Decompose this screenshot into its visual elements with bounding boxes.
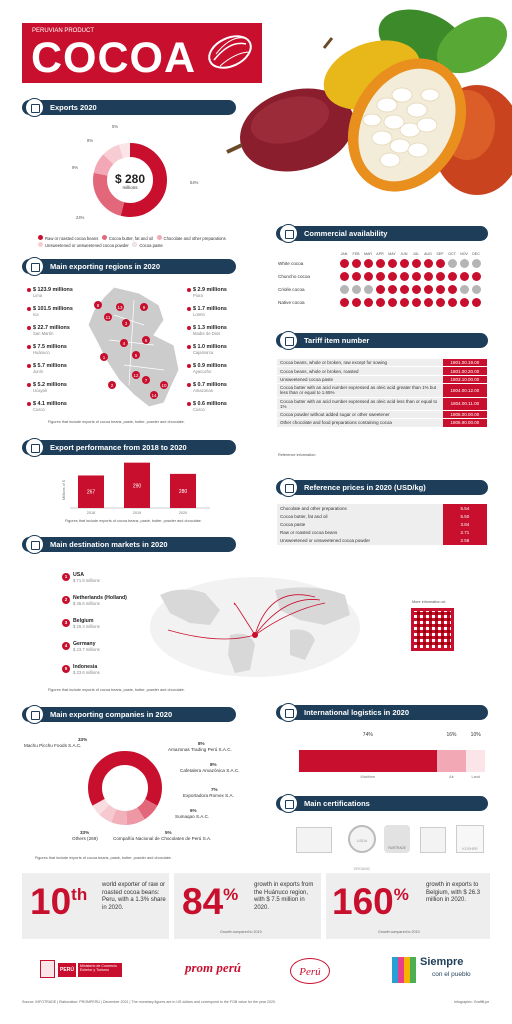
tariff-code: 1806.90.00.00 (443, 419, 487, 427)
destination-item (62, 618, 152, 641)
map-marker (132, 371, 140, 379)
price-tag-icon (279, 478, 298, 497)
rank-badge: 2 (62, 596, 70, 604)
map-marker (140, 303, 148, 311)
price-value: 5.50 (443, 512, 487, 520)
unavailable-dot (472, 285, 481, 294)
regions-right-list (187, 287, 262, 420)
logistics-segment (299, 750, 437, 772)
available-dot (352, 259, 361, 268)
month-header: JUN (400, 251, 408, 256)
calendar-icon (279, 224, 298, 243)
svg-text:10: 10 (161, 382, 167, 388)
region-name: Cajamarca (193, 350, 214, 355)
month-header: MAY (388, 251, 396, 256)
exports-section-header (22, 100, 236, 115)
destination-item (62, 664, 152, 687)
available-dot (376, 285, 385, 294)
month-header: SEP (436, 251, 444, 256)
unavailable-dot (364, 285, 373, 294)
product-name: White cocoa (278, 261, 304, 266)
region-item (187, 382, 262, 401)
tariff-code: 1801.00.19.00 (443, 359, 487, 367)
siempre-logo: Siempre con el pueblo (392, 955, 492, 987)
availability-row (278, 283, 482, 296)
destination-item (62, 641, 152, 664)
region-name: Huánuco (33, 350, 50, 355)
available-dot (352, 272, 361, 281)
price-row (277, 512, 487, 520)
available-dot (400, 298, 409, 307)
available-dot (376, 259, 385, 268)
company-label: 6% Sumaqao S.A.C. (175, 808, 210, 819)
badge-icon (279, 794, 298, 813)
certification-logos (296, 825, 486, 871)
map-marker (150, 391, 158, 399)
available-dot (412, 272, 421, 281)
tariff-code: 1804.00.11.00 (443, 397, 487, 410)
region-value: $ 0.7 millions (193, 382, 227, 388)
svg-text:2: 2 (110, 382, 114, 388)
section-title: Exports 2020 (50, 103, 97, 112)
company-label: 8% Amazonas Trading Perú S.A.C. (168, 741, 232, 752)
more-info-text: More information at: (412, 600, 446, 604)
available-dot (412, 298, 421, 307)
stat-number: 160 (332, 881, 394, 922)
svg-text:1: 1 (102, 354, 106, 360)
header-kicker: PERUVIAN PRODUCT (32, 28, 95, 34)
kosher-logo: KOSHER (456, 825, 484, 853)
stat-suffix: % (223, 885, 239, 904)
available-dot (340, 259, 349, 268)
product-name: Criolle cocoa (278, 287, 305, 292)
destination-name: Germany (73, 641, 96, 647)
unavailable-dot (460, 285, 469, 294)
logistics-label: Maritime (360, 775, 376, 779)
destination-name: Belgium (73, 618, 94, 624)
available-dot (424, 272, 433, 281)
truck-icon (279, 703, 298, 722)
availability-row (278, 296, 482, 309)
bar-value-label: 290 (132, 483, 142, 490)
fairtrade-logo: FAIRTRADE (384, 825, 410, 853)
x-tick-label: 2019 (132, 511, 142, 515)
available-dot (424, 259, 433, 268)
logistics-pct: 74% (362, 732, 373, 738)
tariff-row (277, 359, 487, 367)
destination-name: Indonesia (73, 664, 98, 670)
tariff-code: 1801.00.20.00 (443, 367, 487, 375)
legend-item: Raw or roasted cocoa beans (38, 236, 98, 241)
prices-table (277, 504, 487, 545)
available-dot (412, 285, 421, 294)
destinations-note: Figures that include exports of cocoa beans, paste, butter, powder and chocolate. (48, 688, 185, 692)
stat-text: growth in exports to Belgium, with $ 26.3 million in 2020. (426, 882, 481, 903)
building-icon (25, 705, 44, 724)
available-dot (448, 298, 457, 307)
destination-value: $ 45.6 millions (73, 601, 100, 606)
region-value: $ 5.7 millions (33, 363, 67, 369)
tariff-row (277, 419, 487, 427)
stat-text: growth in exports from the Huánuco region, with $ 7.5 million in 2020. (254, 882, 314, 911)
stat-card (326, 873, 490, 939)
stat-card (174, 873, 321, 939)
region-item (187, 363, 262, 382)
logistics-label: Air (449, 775, 454, 779)
legend-item: Chocolate and other preparations (157, 236, 226, 241)
tariff-description: Cocoa beans, whole or broken, raw except for sowing (277, 359, 443, 367)
cocoa-pods-illustration (222, 0, 512, 215)
region-item (187, 344, 262, 363)
stat-suffix: % (393, 885, 409, 904)
globalgap-logo (420, 827, 446, 853)
map-marker (120, 339, 128, 347)
price-description: Raw or roasted cocoa beans (277, 529, 443, 537)
available-dot (412, 259, 421, 268)
month-header: FEB (352, 251, 360, 256)
svg-text:5: 5 (134, 352, 138, 358)
destination-value: $ 26.3 millions (73, 624, 100, 629)
destination-value: $ 23.6 millions (73, 670, 100, 675)
unavailable-dot (340, 285, 349, 294)
company-label: 5% Compañía Nacional de Chocolates de Perú S.A. (113, 830, 212, 841)
tariff-code: 1805.00.00.00 (443, 410, 487, 418)
region-value: $ 7.5 millions (33, 344, 67, 350)
eu-organic-logo (296, 827, 332, 853)
logistics-section-header: International logistics in 2020 (276, 705, 488, 720)
available-dot (352, 298, 361, 307)
month-header: JUL (412, 251, 420, 256)
map-pin-icon (25, 257, 44, 276)
price-description: Cocoa paste (277, 520, 443, 528)
marca-peru-logo: Perú (290, 958, 330, 984)
destination-item (62, 572, 152, 595)
svg-text:4: 4 (122, 340, 126, 346)
legend-item: Unsweetened or unsweetened cocoa powder (38, 243, 129, 248)
map-marker (142, 336, 150, 344)
qr-code[interactable] (411, 608, 454, 651)
stat-number: 84 (182, 881, 224, 922)
month-header: DEC (472, 251, 480, 256)
available-dot (388, 272, 397, 281)
region-name: Cusco (193, 407, 205, 412)
region-value: $ 0.9 millions (193, 363, 227, 369)
tariff-description: Cocoa powder without added sugar or other sweetener (277, 410, 443, 418)
pct-label: 54% (190, 180, 199, 185)
region-name: Lima (33, 293, 43, 298)
svg-text:12: 12 (133, 372, 139, 378)
logistics-label: Land (471, 775, 480, 779)
region-name: San Martín (33, 331, 54, 336)
month-header: JAN (340, 251, 348, 256)
price-row (277, 529, 487, 537)
stat-footnote: Growth compared to 2019. (220, 930, 263, 934)
svg-text:9: 9 (142, 304, 146, 310)
month-header: AUG (424, 251, 432, 256)
pct-label: 5% (112, 124, 119, 129)
availability-row (278, 257, 482, 270)
month-header: APR (376, 251, 384, 256)
stat-number: 10 (30, 881, 72, 922)
map-marker (104, 313, 112, 321)
availability-row (278, 270, 482, 283)
stat-suffix: th (71, 885, 88, 904)
region-value: $ 1.3 millions (193, 325, 227, 331)
rank-badge: 1 (62, 573, 70, 581)
region-value: $ 22.7 millions (33, 325, 70, 331)
region-name: Ucayali (33, 388, 47, 393)
availability-section-header: Commercial availability (276, 226, 488, 241)
region-item (187, 306, 262, 325)
available-dot (340, 272, 349, 281)
svg-text:8: 8 (96, 302, 100, 308)
tariff-row (277, 375, 487, 383)
tariff-section-header: Tariff item number (276, 333, 488, 348)
tariff-table (277, 359, 487, 428)
region-item (187, 287, 262, 306)
usda-organic-logo: USDA ORGANIC (348, 825, 376, 853)
region-value: $ 0.6 millions (193, 401, 227, 407)
certs-section-header: Main certifications (276, 796, 488, 811)
document-icon (279, 331, 298, 350)
available-dot (376, 298, 385, 307)
region-name: Piura (193, 293, 203, 298)
map-marker (160, 381, 168, 389)
promperu-logo: prom perú (185, 960, 241, 975)
available-dot (400, 259, 409, 268)
available-dot (424, 298, 433, 307)
pct-label: 9% (72, 165, 79, 170)
price-description: Chocolate and other preparations (277, 504, 443, 512)
ministry-logo: PERÚ Ministerio de Comercio Exterior y Turismo (40, 960, 140, 982)
destination-value: $ 23.7 millions (73, 647, 100, 652)
tariff-row (277, 410, 487, 418)
company-label: 8% Cafetalera Amazónica S.A.C. (180, 762, 240, 773)
tariff-code: 1803.10.00.00 (443, 375, 487, 383)
available-dot (388, 298, 397, 307)
y-axis-label: Millions of $ (62, 479, 66, 500)
logistics-pct: 10% (470, 732, 481, 738)
available-dot (436, 272, 445, 281)
tariff-row (277, 397, 487, 410)
tariff-description: Unsweetened cocoa paste (277, 375, 443, 383)
peru-map (84, 285, 189, 410)
region-value: $ 2.9 millions (193, 287, 227, 293)
performance-note: Figures that include exports of cocoa beans, paste, butter, powder and chocolate. (65, 519, 202, 523)
available-dot (436, 298, 445, 307)
product-name: Chuncho cocoa (278, 274, 310, 279)
region-item (187, 401, 262, 420)
destination-name: USA (73, 572, 84, 578)
available-dot (448, 285, 457, 294)
available-dot (364, 259, 373, 268)
tariff-row (277, 384, 487, 397)
tariff-description: Cocoa butter with an acid number expressed as oleic acid less than or equal to 1% (277, 397, 443, 410)
prices-section-header: Reference prices in 2020 (USD/kg) (276, 480, 488, 495)
region-name: Amazonas (193, 388, 213, 393)
price-value: 5.54 (443, 504, 487, 512)
region-name: Ayacucho (193, 369, 212, 374)
available-dot (436, 285, 445, 294)
bar-value-label: 267 (86, 489, 96, 496)
price-value: 3.84 (443, 520, 487, 528)
destination-item (62, 595, 152, 618)
map-marker (116, 303, 124, 311)
performance-section-header: Export performance from 2018 to 2020 (22, 440, 236, 455)
region-value: $ 5.2 millions (33, 382, 67, 388)
price-description: Unsweetened or unsweetened cocoa powder (277, 537, 443, 545)
tariff-description: Other chocolate and food preparations containing cocoa (277, 419, 443, 427)
region-value: $ 123.9 millions (33, 287, 73, 293)
price-description: Cocoa butter, fat and oil (277, 512, 443, 520)
svg-text:11: 11 (105, 314, 111, 320)
available-dot (400, 285, 409, 294)
available-dot (448, 272, 457, 281)
company-label: 33% Machu Picchu Foods S.A.C. (24, 737, 88, 748)
available-dot (472, 272, 481, 281)
company-label: 33% Others (269) (72, 830, 98, 841)
svg-text:6: 6 (144, 337, 148, 343)
stat-footnote: Growth compared to 2019. (378, 930, 421, 934)
available-dot (436, 259, 445, 268)
exports-legend (38, 235, 253, 249)
map-marker (142, 376, 150, 384)
destination-name: Netherlands (Holland) (73, 595, 127, 601)
map-marker (94, 301, 102, 309)
region-name: Madre de Dios (193, 331, 221, 336)
svg-text:14: 14 (151, 392, 157, 398)
growth-chart-icon (25, 438, 44, 457)
available-dot (364, 272, 373, 281)
legend-item: Cocoa paste (132, 243, 163, 248)
map-marker (122, 319, 130, 327)
price-value: 2.71 (443, 529, 487, 537)
unavailable-dot (460, 259, 469, 268)
region-name: Cusco (33, 407, 45, 412)
svg-text:3: 3 (124, 320, 128, 326)
tariff-code: 1804.00.12.00 (443, 384, 487, 397)
product-name: Native cocoa (278, 300, 305, 305)
region-value: $ 4.1 millions (33, 401, 67, 407)
globe-icon (25, 535, 44, 554)
company-label: 7% Exportadora Romex S.A. (183, 787, 234, 798)
page-title: COCOA (31, 34, 197, 82)
region-value: $ 1.7 millions (193, 306, 227, 312)
availability-table (278, 250, 482, 309)
price-value: 2.58 (443, 537, 487, 545)
tariff-note: Reference information. (278, 453, 317, 457)
available-dot (364, 298, 373, 307)
region-value: $ 1.0 millions (193, 344, 227, 350)
price-row (277, 537, 487, 545)
month-header: NOV (460, 251, 468, 256)
destinations-section-header: Main destination markets in 2020 (22, 537, 236, 552)
available-dot (400, 272, 409, 281)
companies-donut-chart (85, 748, 165, 828)
x-tick-label: 2020 (178, 511, 188, 515)
region-name: Ica (33, 312, 39, 317)
unavailable-dot (472, 259, 481, 268)
available-dot (388, 285, 397, 294)
available-dot (340, 298, 349, 307)
rank-badge: 3 (62, 619, 70, 627)
rank-badge: 4 (62, 642, 70, 650)
available-dot (472, 298, 481, 307)
available-dot (460, 298, 469, 307)
performance-bar-chart (70, 456, 210, 516)
map-marker (100, 353, 108, 361)
region-name: Junín (33, 369, 44, 374)
bar-value-label: 280 (178, 488, 188, 495)
exports-total-unit: millions (122, 185, 138, 190)
stat-card (22, 873, 169, 939)
stat-text: world exporter of raw or roasted cocoa beans: Peru, with a 1.3% share in 2020. (102, 882, 166, 911)
tariff-description: Cocoa beans, whole or broken, roasted (277, 367, 443, 375)
logistics-segment (466, 750, 485, 772)
rank-badge: 5 (62, 665, 70, 673)
region-name: Loreto (193, 312, 205, 317)
month-header: MAR (364, 251, 372, 256)
regions-section-header: Main exporting regions in 2020 (22, 259, 236, 274)
logistics-pct: 16% (446, 732, 457, 738)
exports-total (104, 173, 156, 190)
svg-text:13: 13 (117, 304, 123, 310)
footer-credit: Infographic: Graffiti.pe (454, 1000, 490, 1004)
tariff-description: Cocoa butter with an acid number expressed as oleic acid greater than 1% but less than or equal to 1.65% (277, 384, 443, 397)
available-dot (388, 259, 397, 268)
regions-note: Figures that include exports of cocoa beans, paste, butter, powder and chocolate. (48, 420, 185, 424)
pct-label: 24% (76, 215, 85, 220)
unavailable-dot (352, 285, 361, 294)
region-item (187, 325, 262, 344)
available-dot (376, 272, 385, 281)
svg-text:7: 7 (144, 377, 148, 383)
legend-item: Cocoa butter, fat and oil (102, 236, 153, 241)
world-map (150, 575, 360, 680)
logistics-segment (437, 750, 467, 772)
price-row (277, 504, 487, 512)
map-marker (132, 351, 140, 359)
companies-note: Figures that include exports of cocoa beans, paste, butter, powder and chocolate. (35, 856, 172, 860)
footer-source: Source: INFOTRADE | Elaboration: PROMPERÚ | December 2021 | The monetary figures are in US dollars and correspond to the FOB value for the year 2020. (22, 1000, 277, 1004)
destination-value: $ 71.8 millions (73, 578, 100, 583)
map-marker (108, 381, 116, 389)
available-dot (460, 272, 469, 281)
pct-label: 8% (87, 138, 94, 143)
region-value: $ 101.5 millions (33, 306, 73, 312)
bank-icon (25, 98, 44, 117)
available-dot (424, 285, 433, 294)
companies-section-header: Main exporting companies in 2020 (22, 707, 236, 722)
unavailable-dot (448, 259, 457, 268)
destinations-list (62, 572, 152, 687)
x-tick-label: 2018 (86, 511, 96, 515)
price-row (277, 520, 487, 528)
tariff-row (277, 367, 487, 375)
month-header: OCT (448, 251, 456, 256)
logistics-bar (299, 732, 485, 779)
exports-total-value: $ 280 (114, 172, 146, 186)
